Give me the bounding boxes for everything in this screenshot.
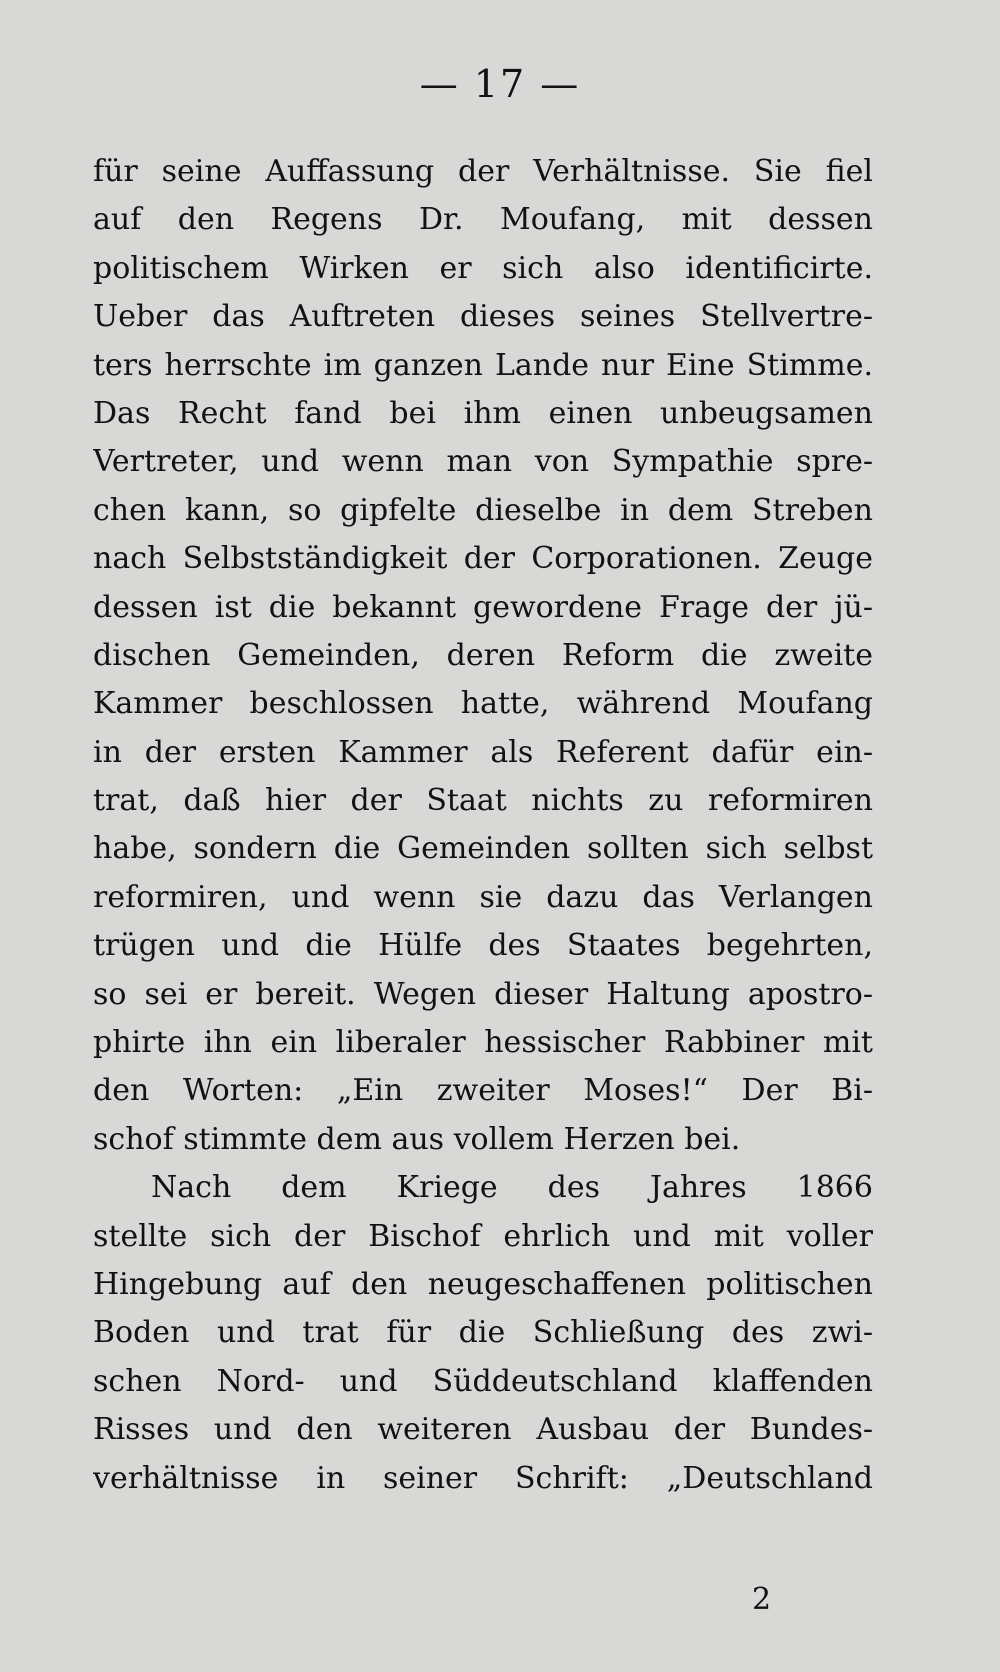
text-line: dessen ist die bekannt gewordene Frage der jü- [93,589,873,625]
text-line: für seine Auffassung der Verhältnisse. Sie fiel [93,154,873,189]
text-line: stellte sich der Bischof ehrlich und mit voller [93,1218,873,1254]
text-line: so sei er bereit. Wegen dieser Haltung apostro- [93,976,873,1012]
text-line: habe, sondern die Gemeinden sollten sich selbst [93,831,873,867]
text-line: trügen und die Hülfe des Staates begehrten, [93,928,873,964]
text-line: Nach dem Kriege des Jahres 1866 [151,1170,873,1206]
text-line: Hingebung auf den neugeschaffenen politischen [93,1266,873,1302]
text-line: reformiren, und wenn sie dazu das Verlangen [93,879,873,915]
text-line: phirte ihn ein liberaler hessischer Rabbiner mit [93,1025,873,1061]
signature-mark: 2 [752,1582,772,1617]
text-line: nach Selbstständigkeit der Corporationen. Zeuge [93,541,873,577]
text-line: verhältnisse in seiner Schrift: „Deutschland [93,1460,873,1496]
page-number-header: — 17 — [419,62,581,106]
text-line: in der ersten Kammer als Referent dafür ein- [93,734,873,770]
text-line: trat, daß hier der Staat nichts zu reformiren [93,783,873,819]
text-line: Das Recht fand bei ihm einen unbeugsamen [93,395,873,431]
text-line: Kammer beschlossen hatte, während Moufang [93,686,873,722]
text-line: schof stimmte dem aus vollem Herzen bei. [93,1121,741,1157]
body-text [93,148,873,1503]
text-line: schen Nord- und Süddeutschland klaffenden [93,1363,873,1399]
text-line: Boden und trat für die Schließung des zwi- [93,1315,873,1351]
text-line: ters herrschte im ganzen Lande nur Eine Stimme. [93,347,873,383]
text-line: den Worten: „Ein zweiter Moses!“ Der Bi- [93,1073,873,1109]
text-line: dischen Gemeinden, deren Reform die zweite [93,637,873,673]
text-line: Ueber das Auftreten dieses seines Stellvertre- [93,299,873,335]
text-line: Risses und den weiteren Ausbau der Bundes- [93,1412,873,1448]
text-line: Vertreter, und wenn man von Sympathie spre- [93,444,873,480]
text-line: auf den Regens Dr. Moufang, mit dessen [93,202,873,238]
text-line: chen kann, so gipfelte dieselbe in dem Streben [93,492,873,528]
text-line: politischem Wirken er sich also identificirte. [93,250,873,286]
